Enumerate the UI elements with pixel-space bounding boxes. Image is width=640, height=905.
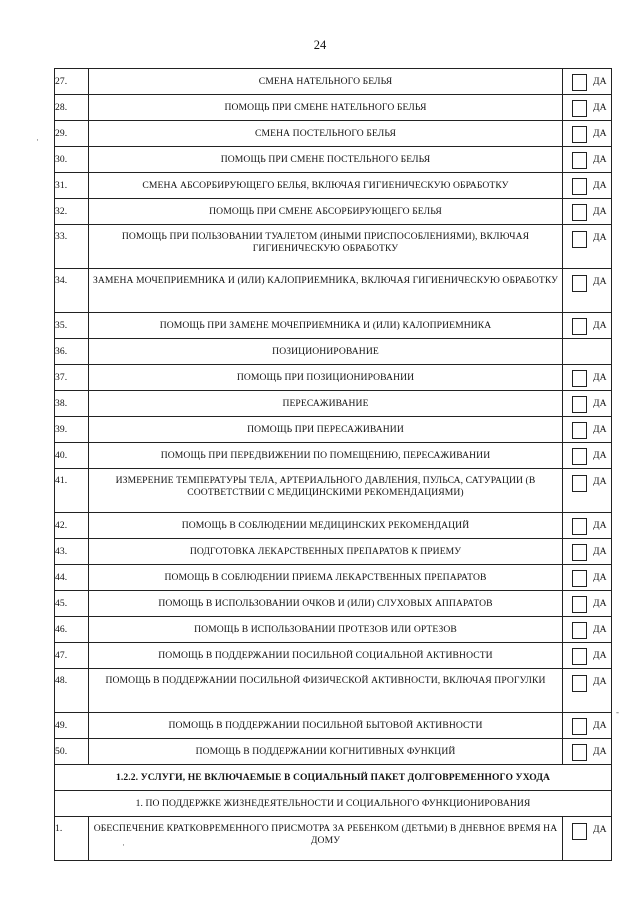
table-row bbox=[55, 225, 612, 269]
service-name: ПОМОЩЬ ПРИ ПЕРЕДВИЖЕНИИ ПО ПОМЕЩЕНИЮ, ПЕРЕСАЖИВАНИИ bbox=[89, 443, 563, 469]
service-name: ПОЗИЦИОНИРОВАНИЕ bbox=[89, 339, 563, 365]
yes-checkbox-cell[interactable] bbox=[563, 643, 612, 669]
yes-checkbox-cell[interactable] bbox=[563, 713, 612, 739]
yes-checkbox[interactable] bbox=[572, 823, 587, 840]
yes-checkbox-cell[interactable] bbox=[563, 173, 612, 199]
yes-checkbox-cell[interactable] bbox=[563, 313, 612, 339]
table-row bbox=[55, 617, 612, 643]
yes-label: ДА bbox=[593, 232, 607, 243]
row-number: 46. bbox=[55, 617, 89, 643]
yes-checkbox-cell[interactable] bbox=[563, 565, 612, 591]
service-name: ПОМОЩЬ В ПОДДЕРЖАНИИ ПОСИЛЬНОЙ СОЦИАЛЬНОЙ АКТИВНОСТИ bbox=[89, 643, 563, 669]
scan-speck: · bbox=[122, 840, 125, 850]
table-row bbox=[55, 713, 612, 739]
yes-label: ДА bbox=[593, 127, 607, 139]
yes-checkbox[interactable] bbox=[572, 475, 587, 492]
empty-answer-cell bbox=[563, 339, 612, 365]
service-name: ПЕРЕСАЖИВАНИЕ bbox=[89, 391, 563, 417]
yes-label: ДА bbox=[593, 745, 607, 757]
table-row bbox=[55, 643, 612, 669]
yes-checkbox[interactable] bbox=[572, 231, 587, 248]
subsection-heading: 1. ПО ПОДДЕРЖКЕ ЖИЗНЕДЕЯТЕЛЬНОСТИ И СОЦИАЛЬНОГО ФУНКЦИОНИРОВАНИЯ bbox=[55, 791, 612, 817]
row-number: 36. bbox=[55, 339, 89, 365]
yes-checkbox-cell[interactable] bbox=[563, 591, 612, 617]
yes-label: ДА bbox=[593, 276, 607, 287]
table-row bbox=[55, 269, 612, 313]
yes-label: ДА bbox=[593, 205, 607, 217]
yes-checkbox-cell[interactable] bbox=[563, 69, 612, 95]
row-number: 34. bbox=[55, 269, 89, 313]
yes-checkbox[interactable] bbox=[572, 448, 587, 465]
row-number: 1. bbox=[55, 817, 89, 861]
yes-checkbox[interactable] bbox=[572, 275, 587, 292]
yes-label: ДА bbox=[593, 75, 607, 87]
table-row bbox=[55, 669, 612, 713]
yes-checkbox[interactable] bbox=[572, 648, 587, 665]
services-table-body bbox=[55, 69, 612, 765]
service-name: ПОМОЩЬ ПРИ СМЕНЕ АБСОРБИРУЮЩЕГО БЕЛЬЯ bbox=[89, 199, 563, 225]
row-number: 38. bbox=[55, 391, 89, 417]
table-row bbox=[55, 313, 612, 339]
service-name: ПОМОЩЬ ПРИ ПОЛЬЗОВАНИИ ТУАЛЕТОМ (ИНЫМИ ПРИСПОСОБЛЕНИЯМИ), ВКЛЮЧАЯ ГИГИЕНИЧЕСКУЮ ОБРАБОТКУ bbox=[89, 225, 563, 269]
yes-label: ДА bbox=[593, 597, 607, 609]
yes-checkbox-cell[interactable] bbox=[563, 469, 612, 513]
yes-checkbox-cell[interactable] bbox=[563, 739, 612, 765]
service-name: ПОМОЩЬ В ИСПОЛЬЗОВАНИИ ПРОТЕЗОВ ИЛИ ОРТЕЗОВ bbox=[89, 617, 563, 643]
service-name: ПОМОЩЬ В ПОДДЕРЖАНИИ ПОСИЛЬНОЙ ФИЗИЧЕСКОЙ АКТИВНОСТИ, ВКЛЮЧАЯ ПРОГУЛКИ bbox=[89, 669, 563, 713]
yes-checkbox-cell[interactable] bbox=[563, 365, 612, 391]
service-name: ПОМОЩЬ В ИСПОЛЬЗОВАНИИ ОЧКОВ И (ИЛИ) СЛУХОВЫХ АППАРАТОВ bbox=[89, 591, 563, 617]
service-name: ПОДГОТОВКА ЛЕКАРСТВЕННЫХ ПРЕПАРАТОВ К ПРИЕМУ bbox=[89, 539, 563, 565]
row-number: 30. bbox=[55, 147, 89, 173]
table-row bbox=[55, 199, 612, 225]
page-number: 24 bbox=[313, 38, 327, 52]
yes-checkbox-cell[interactable] bbox=[563, 269, 612, 313]
table-row bbox=[55, 391, 612, 417]
scan-speck: - bbox=[616, 707, 619, 717]
yes-label: ДА bbox=[593, 545, 607, 557]
table-row bbox=[55, 591, 612, 617]
yes-checkbox[interactable] bbox=[572, 74, 587, 91]
yes-label: ДА bbox=[593, 649, 607, 661]
service-name: СМЕНА ПОСТЕЛЬНОГО БЕЛЬЯ bbox=[89, 121, 563, 147]
service-name: ПОМОЩЬ В ПОДДЕРЖАНИИ КОГНИТИВНЫХ ФУНКЦИЙ bbox=[89, 739, 563, 765]
section-body bbox=[55, 765, 612, 861]
yes-label: ДА bbox=[593, 371, 607, 383]
yes-checkbox[interactable] bbox=[572, 396, 587, 413]
row-number: 43. bbox=[55, 539, 89, 565]
table-row bbox=[55, 95, 612, 121]
yes-checkbox[interactable] bbox=[572, 152, 587, 169]
table-row bbox=[55, 739, 612, 765]
yes-checkbox[interactable] bbox=[572, 100, 587, 117]
row-number: 42. bbox=[55, 513, 89, 539]
yes-checkbox-cell[interactable] bbox=[563, 513, 612, 539]
table-row bbox=[55, 121, 612, 147]
yes-label: ДА bbox=[593, 397, 607, 409]
yes-checkbox[interactable] bbox=[572, 675, 587, 692]
services-table bbox=[54, 68, 612, 861]
section-heading: 1.2.2. УСЛУГИ, НЕ ВКЛЮЧАЕМЫЕ В СОЦИАЛЬНЫЙ ПАКЕТ ДОЛГОВРЕМЕННОГО УХОДА bbox=[55, 765, 612, 791]
yes-checkbox[interactable] bbox=[572, 204, 587, 221]
yes-checkbox-cell[interactable] bbox=[563, 147, 612, 173]
yes-label: ДА bbox=[593, 101, 607, 113]
yes-checkbox[interactable] bbox=[572, 544, 587, 561]
service-name: ПОМОЩЬ ПРИ ПЕРЕСАЖИВАНИИ bbox=[89, 417, 563, 443]
yes-checkbox-cell[interactable] bbox=[563, 817, 612, 861]
service-name: ЗАМЕНА МОЧЕПРИЕМНИКА И (ИЛИ) КАЛОПРИЕМНИКА, ВКЛЮЧАЯ ГИГИЕНИЧЕСКУЮ ОБРАБОТКУ bbox=[89, 269, 563, 313]
yes-label: ДА bbox=[593, 319, 607, 331]
service-name: СМЕНА НАТЕЛЬНОГО БЕЛЬЯ bbox=[89, 69, 563, 95]
row-number: 39. bbox=[55, 417, 89, 443]
row-number: 27. bbox=[55, 69, 89, 95]
yes-checkbox[interactable] bbox=[572, 518, 587, 535]
row-number: 32. bbox=[55, 199, 89, 225]
yes-checkbox-cell[interactable] bbox=[563, 199, 612, 225]
table-row bbox=[55, 469, 612, 513]
service-name: ИЗМЕРЕНИЕ ТЕМПЕРАТУРЫ ТЕЛА, АРТЕРИАЛЬНОГО ДАВЛЕНИЯ, ПУЛЬСА, САТУРАЦИИ (В СООТВЕТСТВИИ С МЕДИЦИНСКИМИ РЕКОМЕНДАЦИЯМИ) bbox=[89, 469, 563, 513]
yes-checkbox[interactable] bbox=[572, 370, 587, 387]
row-number: 33. bbox=[55, 225, 89, 269]
row-number: 28. bbox=[55, 95, 89, 121]
yes-label: ДА bbox=[593, 179, 607, 191]
scan-speck: · bbox=[36, 135, 39, 145]
row-number: 37. bbox=[55, 365, 89, 391]
subsection-heading-row bbox=[55, 791, 612, 817]
row-number: 47. bbox=[55, 643, 89, 669]
yes-checkbox-cell[interactable] bbox=[563, 669, 612, 713]
yes-checkbox-cell[interactable] bbox=[563, 443, 612, 469]
yes-checkbox-cell[interactable] bbox=[563, 617, 612, 643]
service-name: ПОМОЩЬ В СОБЛЮДЕНИИ ПРИЕМА ЛЕКАРСТВЕННЫХ ПРЕПАРАТОВ bbox=[89, 565, 563, 591]
row-number: 41. bbox=[55, 469, 89, 513]
yes-checkbox-cell[interactable] bbox=[563, 225, 612, 269]
yes-label: ДА bbox=[593, 519, 607, 531]
yes-checkbox[interactable] bbox=[572, 718, 587, 735]
row-number: 50. bbox=[55, 739, 89, 765]
row-number: 49. bbox=[55, 713, 89, 739]
table-row bbox=[55, 417, 612, 443]
yes-checkbox[interactable] bbox=[572, 126, 587, 143]
yes-checkbox[interactable] bbox=[572, 744, 587, 761]
table-row bbox=[55, 69, 612, 95]
yes-label: ДА bbox=[593, 423, 607, 435]
yes-checkbox[interactable] bbox=[572, 318, 587, 335]
yes-label: ДА bbox=[593, 449, 607, 461]
row-number: 35. bbox=[55, 313, 89, 339]
yes-label: ДА bbox=[593, 571, 607, 583]
service-name: ПОМОЩЬ ПРИ СМЕНЕ ПОСТЕЛЬНОГО БЕЛЬЯ bbox=[89, 147, 563, 173]
section-heading-row bbox=[55, 765, 612, 791]
yes-label: ДА bbox=[593, 623, 607, 635]
yes-checkbox-cell[interactable] bbox=[563, 417, 612, 443]
row-number: 29. bbox=[55, 121, 89, 147]
yes-checkbox[interactable] bbox=[572, 178, 587, 195]
yes-checkbox-cell[interactable] bbox=[563, 121, 612, 147]
row-number: 31. bbox=[55, 173, 89, 199]
yes-checkbox[interactable] bbox=[572, 596, 587, 613]
row-number: 44. bbox=[55, 565, 89, 591]
service-name: ПОМОЩЬ ПРИ ПОЗИЦИОНИРОВАНИИ bbox=[89, 365, 563, 391]
table-row bbox=[55, 565, 612, 591]
yes-checkbox[interactable] bbox=[572, 622, 587, 639]
yes-label: ДА bbox=[593, 476, 607, 487]
table-row bbox=[55, 173, 612, 199]
yes-checkbox-cell[interactable] bbox=[563, 95, 612, 121]
row-number: 40. bbox=[55, 443, 89, 469]
yes-checkbox[interactable] bbox=[572, 570, 587, 587]
table-row bbox=[55, 339, 612, 365]
yes-label: ДА bbox=[593, 153, 607, 165]
yes-checkbox[interactable] bbox=[572, 422, 587, 439]
service-name: ПОМОЩЬ В ПОДДЕРЖАНИИ ПОСИЛЬНОЙ БЫТОВОЙ АКТИВНОСТИ bbox=[89, 713, 563, 739]
service-name: ОБЕСПЕЧЕНИЕ КРАТКОВРЕМЕННОГО ПРИСМОТРА ЗА РЕБЕНКОМ (ДЕТЬМИ) В ДНЕВНОЕ ВРЕМЯ НА ДОМУ bbox=[89, 817, 563, 861]
table-row bbox=[55, 147, 612, 173]
table-row bbox=[55, 513, 612, 539]
table-row bbox=[55, 539, 612, 565]
table-row bbox=[55, 443, 612, 469]
table-row bbox=[55, 817, 612, 861]
yes-checkbox-cell[interactable] bbox=[563, 391, 612, 417]
yes-label: ДА bbox=[593, 824, 607, 835]
table-row bbox=[55, 365, 612, 391]
yes-checkbox-cell[interactable] bbox=[563, 539, 612, 565]
service-name: ПОМОЩЬ ПРИ СМЕНЕ НАТЕЛЬНОГО БЕЛЬЯ bbox=[89, 95, 563, 121]
row-number: 45. bbox=[55, 591, 89, 617]
service-name: ПОМОЩЬ ПРИ ЗАМЕНЕ МОЧЕПРИЕМНИКА И (ИЛИ) КАЛОПРИЕМНИКА bbox=[89, 313, 563, 339]
service-name: СМЕНА АБСОРБИРУЮЩЕГО БЕЛЬЯ, ВКЛЮЧАЯ ГИГИЕНИЧЕСКУЮ ОБРАБОТКУ bbox=[89, 173, 563, 199]
service-name: ПОМОЩЬ В СОБЛЮДЕНИИ МЕДИЦИНСКИХ РЕКОМЕНДАЦИЙ bbox=[89, 513, 563, 539]
yes-label: ДА bbox=[593, 719, 607, 731]
row-number: 48. bbox=[55, 669, 89, 713]
yes-label: ДА bbox=[593, 676, 607, 687]
